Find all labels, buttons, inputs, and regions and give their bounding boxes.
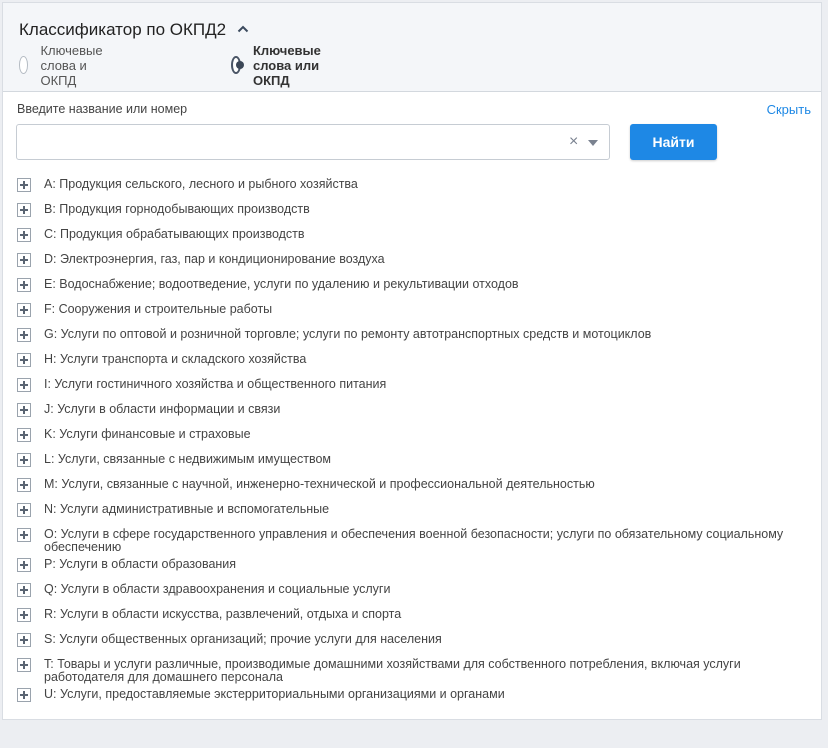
chevron-up-icon[interactable] — [237, 25, 249, 33]
classifier-title[interactable] — [19, 20, 249, 40]
radio-keywords-and-okpd[interactable] — [19, 42, 111, 88]
expand-plus-icon[interactable] — [17, 503, 31, 517]
search-input[interactable] — [25, 131, 559, 155]
radio-label: Ключевые слова и ОКПД — [40, 42, 103, 88]
expand-plus-icon[interactable] — [17, 278, 31, 292]
okpd2-classifier-panel — [2, 2, 822, 720]
tree-item-label[interactable]: P: Услуги в области образования — [44, 557, 237, 571]
find-button[interactable]: Найти — [630, 124, 717, 160]
expand-plus-icon[interactable] — [17, 453, 31, 467]
tree-item-label[interactable]: T: Товары и услуги различные, производимые домашними хозяйствами для собственного потребления, включая услуги работодателя для домашнего персонала — [44, 657, 741, 684]
tree-item-label[interactable]: D: Электроэнергия, газ, пар и кондиционирование воздуха — [44, 252, 385, 266]
tree-item-label[interactable]: F: Сооружения и строительные работы — [44, 302, 273, 316]
tree-item-label[interactable]: I: Услуги гостиничного хозяйства и общественного питания — [44, 377, 387, 391]
tree-item-label[interactable]: G: Услуги по оптовой и розничной торговле; услуги по ремонту автотранспортных средств и мотоциклов — [44, 327, 652, 341]
search-label: Введите название или номер — [17, 102, 188, 116]
tree-item-label[interactable]: J: Услуги в области информации и связи — [44, 402, 281, 416]
tree-item-label[interactable]: S: Услуги общественных организаций; прочие услуги для населения — [44, 632, 442, 646]
expand-plus-icon[interactable] — [17, 583, 31, 597]
hide-link[interactable]: Скрыть — [766, 102, 811, 117]
expand-plus-icon[interactable] — [17, 353, 31, 367]
tree-item-label[interactable]: N: Услуги административные и вспомогательные — [44, 502, 330, 516]
search-combobox[interactable] — [16, 124, 610, 160]
tree-item-label[interactable]: U: Услуги, предоставляемые экстерриториальными организациями и органами — [44, 687, 505, 701]
expand-plus-icon[interactable] — [17, 328, 31, 342]
expand-plus-icon[interactable] — [17, 253, 31, 267]
radio-circle[interactable] — [19, 56, 28, 74]
radio-keywords-or-okpd[interactable] — [231, 42, 329, 88]
clear-icon[interactable]: × — [569, 133, 579, 150]
expand-plus-icon[interactable] — [17, 633, 31, 647]
tree-item-label[interactable]: L: Услуги, связанные с недвижимым имуществом — [44, 452, 331, 466]
tree-item-label[interactable]: K: Услуги финансовые и страховые — [44, 427, 251, 441]
classifier-title-text: Классификатор по ОКПД2 — [19, 20, 227, 39]
tree-item-label[interactable]: H: Услуги транспорта и складского хозяйства — [44, 352, 307, 366]
expand-plus-icon[interactable] — [17, 178, 31, 192]
expand-plus-icon[interactable] — [17, 378, 31, 392]
tree-item-label[interactable]: E: Водоснабжение; водоотведение, услуги по удалению и рекультивации отходов — [44, 277, 519, 291]
dropdown-arrow-icon[interactable] — [588, 140, 598, 146]
expand-plus-icon[interactable] — [17, 608, 31, 622]
expand-plus-icon[interactable] — [17, 558, 31, 572]
expand-plus-icon[interactable] — [17, 478, 31, 492]
classifier-header — [3, 3, 821, 92]
tree-item-label[interactable]: A: Продукция сельского, лесного и рыбного хозяйства — [44, 177, 358, 191]
expand-plus-icon[interactable] — [17, 403, 31, 417]
expand-plus-icon[interactable] — [17, 303, 31, 317]
radio-label: Ключевые слова или ОКПД — [252, 42, 321, 88]
tree-item-label[interactable]: B: Продукция горнодобывающих производств — [44, 202, 310, 216]
expand-plus-icon[interactable] — [17, 658, 31, 672]
tree-item-label[interactable]: Q: Услуги в области здравоохранения и социальные услуги — [44, 582, 391, 596]
tree-item-label[interactable]: O: Услуги в сфере государственного управления и обеспечения военной безопасности; услуги по обязательному социальному обеспечению — [44, 527, 784, 554]
tree-item-label[interactable]: R: Услуги в области искусства, развлечений, отдыха и спорта — [44, 607, 402, 621]
tree-item-label[interactable]: M: Услуги, связанные с научной, инженерно-технической и профессиональной деятельностью — [44, 477, 595, 491]
tree-item-label[interactable]: C: Продукция обрабатывающих производств — [44, 227, 305, 241]
expand-plus-icon[interactable] — [17, 688, 31, 702]
radio-circle[interactable] — [231, 56, 241, 74]
expand-plus-icon[interactable] — [17, 203, 31, 217]
expand-plus-icon[interactable] — [17, 528, 31, 542]
expand-plus-icon[interactable] — [17, 228, 31, 242]
expand-plus-icon[interactable] — [17, 428, 31, 442]
